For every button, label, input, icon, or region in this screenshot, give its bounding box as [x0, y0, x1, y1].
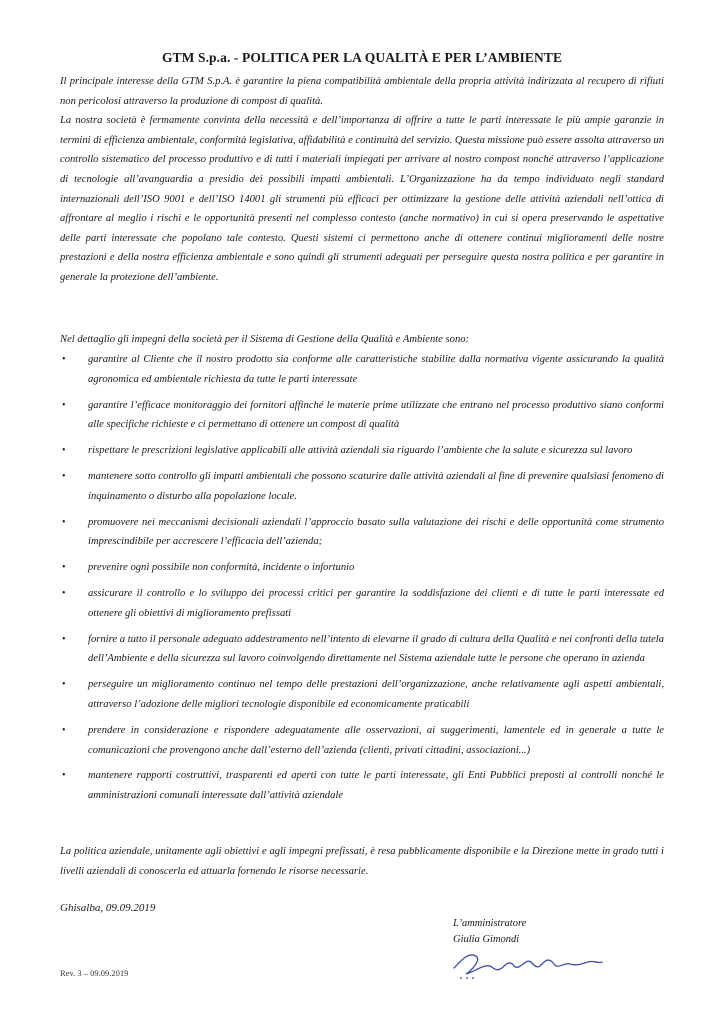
- commitment-text: mantenere sotto controllo gli impatti ambientali che possono scaturire dalle attività aziendali al fine di prevenire qualsiasi fenomeno di inquinamento o disturbo alla popolazione locale.: [88, 470, 664, 502]
- commitment-text: assicurare il controllo e lo sviluppo dei processi critici per garantire la soddisfazione dei clienti e di tutte le parti interessate ed ottenere gli obiettivi di miglioramento prefissati: [88, 587, 664, 619]
- commitments-intro: Nel dettaglio gli impegni della società per il Sistema di Gestione della Qualità e Ambiente sono:: [60, 334, 470, 345]
- signature-stroke: [454, 955, 602, 974]
- commitment-item: [60, 396, 664, 436]
- signatory-role: L’amministratore: [453, 918, 527, 929]
- commitment-item: [60, 766, 664, 806]
- commitment-text: mantenere rapporti costruttivi, trasparenti ed aperti con tutte le parti interessate, gli Enti Pubblici preposti al controlli nonché le amministrazioni comunali interessate dall’attività aziendale: [88, 770, 664, 802]
- bullet-icon: •: [62, 354, 66, 365]
- commitment-item: [60, 467, 664, 507]
- handwritten-signature: [448, 942, 608, 984]
- bullet-icon: •: [62, 679, 66, 691]
- commitment-text: promuovere nei meccanismi decisionali aziendali l’approccio basato sulla valutazione dei rischi e delle opportunità come strumento imprescindibile per accrescere l’efficacia dell’azienda;: [88, 516, 664, 548]
- commitment-text: fornire a tutto il personale adeguato addestramento nell’intento di elevarne il grado di cultura della Qualità e nei confronti della tutela dell’Ambiente e della sicurezza sul lavoro coinvolgendo direttamente nel Sistema aziendale tutte le persone che operano in azienda: [88, 633, 664, 665]
- place-date: Ghisalba, 09.09.2019: [60, 902, 156, 914]
- commitments-list: [60, 350, 664, 812]
- commitment-item: [60, 630, 664, 670]
- closing-paragraph: La politica aziendale, unitamente agli obiettivi e agli impegni prefissati, è resa pubblicamente disponibile e la Direzione mette in grado tutti i livelli aziendali di conoscerla ed attuarla fornendo le risorse necessarie.: [60, 846, 664, 877]
- bullet-icon: •: [62, 587, 66, 599]
- bullet-icon: •: [62, 445, 66, 457]
- bullet-icon: •: [62, 770, 66, 782]
- commitment-item: [60, 675, 664, 715]
- commitment-text: garantire l’efficace monitoraggio dei fornitori affinché le materie prime utilizzate che entrano nel processo produttivo siano conformi alle specifiche richieste e ci permettano di ottenere un compost di qualità: [88, 399, 664, 431]
- document-title: GTM S.p.a. - POLITICA PER LA QUALITÀ E PER L’AMBIENTE: [161, 50, 563, 65]
- commitment-text: rispettare le prescrizioni legislative applicabili alle attività aziendali sia riguardo l’ambiente che la salute e sicurezza sul lavoro: [88, 445, 633, 457]
- bullet-icon: •: [62, 724, 66, 736]
- commitment-text: prevenire ogni possibile non conformità, incidente o infortunio: [88, 562, 355, 574]
- bullet-icon: •: [62, 470, 66, 482]
- paragraph-mission: La nostra società è fermamente convinta della necessità e dell’importanza di offrire a tutte le parti interessate le più ampie garanzie in termini di efficienza ambientale, conformità legislativa, affidabilità e continuità del servizio. Questa missione può essere assolta attraverso un controllo sistematico del processo produttivo e di tutti i materiali impiegati per arrivare al nostro compost nonché attraverso l’applicazione di tecnologie all’avanguardia a presidio dei possibili impatti ambientali. L’Organizzazione ha da tempo individuato negli standard internazionali dell’ISO 9001 e dell’ISO 14001 gli strumenti più efficaci per ottimizzare la gestione delle attività aziendali nell’ottica di affrontare al meglio i rischi e le opportunità presenti nel complesso contesto (anche normativo) in cui si opera preservando le aspettative delle parti interessate che popolano tale contesto. Questi sistemi ci permettono anche di ottenere continui miglioramenti delle nostre prestazioni e della nostra efficienza ambientale e sono quindi gli strumenti adeguati per perseguire questa nostra politica e per garantire in generale la protezione dell’ambiente.: [60, 115, 664, 283]
- revision-label: Rev. 3 – 09.09.2019: [60, 968, 129, 978]
- bullet-icon: •: [62, 516, 66, 528]
- commitment-item: [60, 558, 664, 578]
- commitment-item: [60, 513, 664, 553]
- paragraph-intro: Il principale interesse della GTM S.p.A. è garantire la piena compatibilità ambientale della propria attività indirizzata al recupero di rifiuti non pericolosi attraverso la produzione di compost di qualità.: [60, 76, 664, 107]
- commitment-item: [60, 721, 664, 761]
- policy-text: [60, 72, 664, 288]
- commitment-item: [60, 584, 664, 624]
- bullet-icon: •: [62, 633, 66, 645]
- bullet-icon: •: [62, 399, 66, 411]
- commitment-text: perseguire un miglioramento continuo nel tempo delle prestazioni dell’organizzazione, anche relativamente agli aspetti ambientali, attraverso l’adozione delle migliori tecnologie disponibile ed economicamente praticabili: [88, 679, 664, 710]
- commitment-text: prendere in considerazione e rispondere adeguatamente alle osservazioni, ai suggerimenti, lamentele ed in generale a tutte le comunicazioni che provengono anche dall’esterno dell’azienda (clienti, privati cittadini, associazioni...): [88, 724, 664, 756]
- commitment-item: [60, 441, 664, 461]
- signatory-name: Giulia Gimondi: [453, 934, 520, 945]
- commitment-text: garantire al Cliente che il nostro prodotto sia conforme alle caratteristiche stabilite dalla normativa vigente assicurando la qualità agronomica ed ambientale richiesta da tutte le parti interessate: [88, 354, 664, 385]
- bullet-icon: •: [62, 562, 66, 574]
- commitment-item: [60, 350, 664, 390]
